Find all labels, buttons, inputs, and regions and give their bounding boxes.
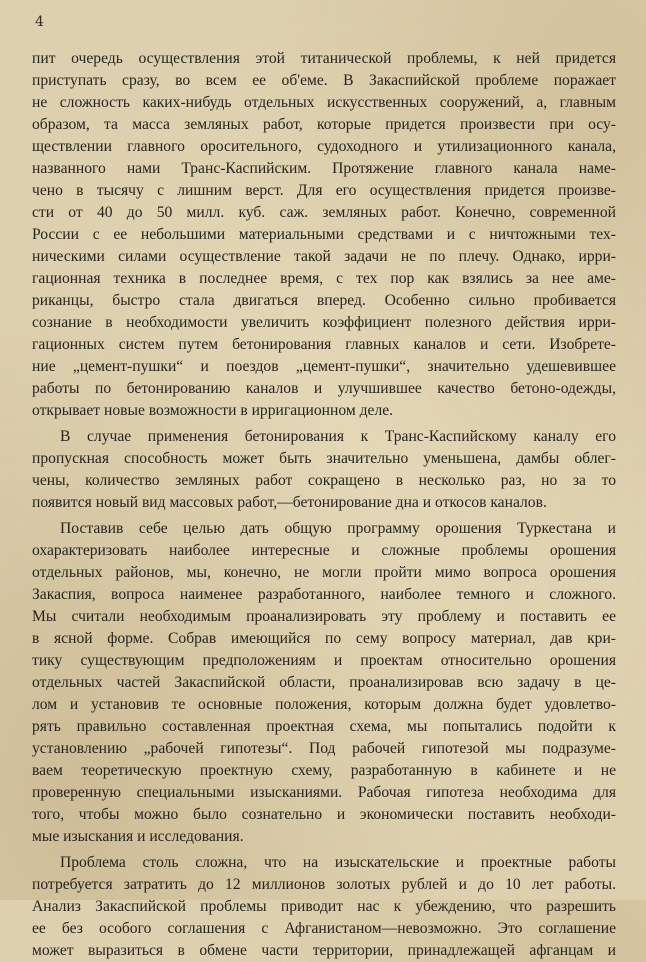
text-line: сти от 40 до 50 милл. куб. саж. земляных работ. Конечно, современной <box>32 204 616 221</box>
text-line: не сложность каких-нибудь отдельных искусственных сооружений, а, главным <box>32 94 616 111</box>
text-line: ваем теоретическую проектную схему, разработанную в кабинете и не <box>32 762 616 779</box>
text-line: лом и установив те основные положения, которым должна будет удовлетво- <box>32 696 616 713</box>
text-line: чены, количество земляных работ сокращено в несколько раз, но за то <box>32 472 616 489</box>
text-line: работы по бетонированию каналов и улучшившее качество бетоно-одежды, <box>32 380 616 397</box>
text-line: Поставив себе целью дать общую программу орошения Туркестана и <box>60 520 616 537</box>
text-line: Анализ Закаспийской проблемы приводит нас к убеждению, что разрешить <box>32 898 616 915</box>
text-line: названного нами Транс-Каспийским. Протяжение главного канала наме- <box>32 160 616 177</box>
text-line: открывает новые возможности в ирригационном деле. <box>32 402 394 419</box>
text-line: может выразиться в обмене части территории, принадлежащей афганцам и <box>32 942 616 959</box>
text-line: ществлении главного оросительного, судоходного и утилизационного канала, <box>32 138 616 155</box>
text-line: мые изыскания и исследования. <box>32 828 244 845</box>
text-line: образом, та масса земляных работ, которые придется произвести при осу- <box>32 116 616 133</box>
text-line: пропускная способность может быть значительно уменьшена, дамбы облег- <box>32 450 616 467</box>
text-line: охарактеризовать наиболее интересные и сложные проблемы орошения <box>32 542 616 559</box>
text-line: отдельных районов, мы, конечно, не могли пройти мимо вопроса орошения <box>32 564 616 581</box>
text-line: потребуется затратить до 12 миллионов золотых рублей и до 10 лет работы. <box>32 876 616 893</box>
text-line: гационных систем путем бетонирования главных каналов и сети. Изобрете- <box>32 336 616 353</box>
paragraph <box>32 48 616 422</box>
paragraph <box>32 518 616 848</box>
body-text <box>32 48 616 962</box>
text-line: в ясной форме. Собрав имеющийся по сему вопросу материал, дав кри- <box>32 630 616 647</box>
page-number: 4 <box>35 14 44 30</box>
text-line: России с ее небольшими материальными средствами и с ничтожными тех- <box>32 226 616 243</box>
text-line: ническими силами осуществление такой задачи не по плечу. Однако, ирри- <box>32 248 616 265</box>
text-line: пит очередь осуществления этой титанической проблемы, к ней придется <box>32 50 616 67</box>
text-line: риканцы, быстро стала двигаться вперед. Особенно сильно пробивается <box>32 292 616 309</box>
text-line: отдельных частей Закаспийской области, проанализировав всю задачу в це- <box>32 674 616 691</box>
paragraph <box>32 852 616 962</box>
text-line: тику существующим предположениям и проектам относительно орошения <box>32 652 616 669</box>
text-line: ее без особого соглашения с Афганистаном—невозможно. Это соглашение <box>32 920 616 937</box>
text-line: В случае применения бетонирования к Транс-Каспийскому каналу его <box>60 428 616 445</box>
text-line: ние „цемент-пушки“ и поездов „цемент-пушки“, значительно удешевившее <box>32 358 616 375</box>
text-line: гационная техника в последнее время, с тех пор как взялись за нее аме- <box>32 270 616 287</box>
text-line: установлению „рабочей гипотезы“. Под рабочей гипотезой мы подразуме- <box>32 740 616 757</box>
text-line: Проблема столь сложна, что на изыскательские и проектные работы <box>60 854 616 871</box>
text-line: Мы считали необходимым проанализировать эту проблему и поставить ее <box>32 608 616 625</box>
text-line: того, чтобы можно было сознательно и экономически поставить необходи- <box>32 806 616 823</box>
text-line: чено в тысячу с лишним верст. Для его осуществления придется произве- <box>32 182 616 199</box>
paragraph <box>32 426 616 514</box>
text-line: приступать сразу, во всем ее об'еме. В Закаспийской проблеме поражает <box>32 72 616 89</box>
text-line: появится новый вид массовых работ,—бетонирование дна и откосов каналов. <box>32 494 547 511</box>
text-line: Закаспия, вопроса наименее разработанного, наиболее темного и сложного. <box>32 586 616 603</box>
text-line: сознание в необходимости увеличить коэффициент полезного действия ирри- <box>32 314 616 331</box>
text-line: рять правильно составленная проектная схема, мы попытались подойти к <box>32 718 616 735</box>
text-line: проверенную специальными изысканиями. Рабочая гипотеза необходима для <box>32 784 616 801</box>
